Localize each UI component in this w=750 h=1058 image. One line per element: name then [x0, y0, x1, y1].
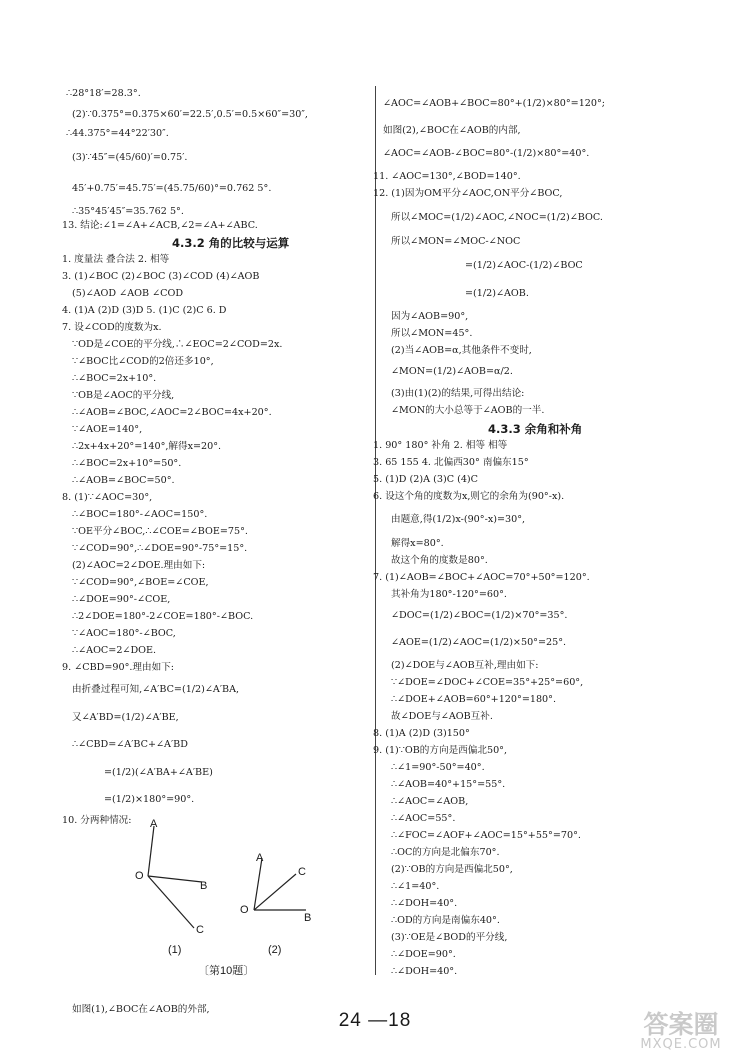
right-line: ∴∠DOE+∠AOB=60°+120°=180°.: [391, 694, 557, 705]
right-line: (2)∠DOE与∠AOB互补,理由如下:: [391, 660, 539, 671]
right-line: 解得x=80°.: [391, 538, 444, 549]
label-C2: C: [298, 866, 306, 878]
right-line: ∴∠FOC=∠AOF+∠AOC=15°+55°=70°.: [391, 830, 581, 841]
right-line: 4.3.3 余角和补角: [488, 422, 583, 436]
left-line: =(1/2)(∠A′BA+∠A′BE): [104, 767, 213, 778]
left-line: 又∠A′BD=(1/2)∠A′BE,: [72, 712, 179, 723]
right-line: 故这个角的度数是80°.: [391, 555, 488, 566]
ray-OB-1: [148, 876, 202, 882]
right-line: ∠MON=(1/2)∠AOB=α/2.: [391, 366, 513, 377]
left-line: ∴2∠DOE=180°-2∠COE=180°-∠BOC.: [72, 611, 254, 622]
left-line: (5)∠AOD ∠AOB ∠COD: [72, 288, 184, 299]
watermark-line2: MXQE.COM: [640, 1037, 722, 1052]
right-line: (3)由(1)(2)的结果,可得出结论:: [391, 388, 525, 399]
right-line: ∴∠DOE=90°.: [391, 949, 456, 960]
watermark-logo: [618, 1012, 744, 1058]
right-line: 3. 65 155 4. 北偏西30° 南偏东15°: [373, 457, 529, 468]
ray-OA-2: [254, 858, 262, 910]
left-line: ∵∠COD=90°,∴∠DOE=90°-75°=15°.: [72, 543, 248, 554]
right-line: ∴∠1=90°-50°=40°.: [391, 762, 485, 773]
left-line: ∴∠AOB=∠BOC,∠AOC=2∠BOC=4x+20°.: [72, 407, 272, 418]
right-line: 7. (1)∠AOB=∠BOC+∠AOC=70°+50°=120°.: [373, 572, 590, 583]
right-line: ∴OC的方向是北偏东70°.: [391, 847, 500, 858]
right-line: 所以∠MON=45°.: [391, 328, 473, 339]
left-line: 13. 结论:∠1=∠A+∠ACB,∠2=∠A+∠ABC.: [62, 220, 258, 231]
label-A1: A: [150, 818, 158, 830]
right-line: 由题意,得(1/2)x-(90°-x)=30°,: [391, 514, 526, 525]
right-line: 1. 90° 180° 补角 2. 相等 相等: [373, 440, 508, 451]
left-line: ∵∠BOC比∠COD的2倍还多10°,: [72, 356, 214, 367]
right-line: 8. (1)A (2)D (3)150°: [373, 728, 470, 739]
label-O2: O: [240, 904, 249, 916]
figure-title: 〔第10题〕: [198, 965, 255, 977]
left-line: 如图(1),∠BOC在∠AOB的外部,: [72, 1004, 210, 1015]
left-line: ∴28°18′=28.3°.: [66, 88, 141, 99]
right-line: 如图(2),∠BOC在∠AOB的内部,: [383, 125, 521, 136]
right-line: ∴∠DOH=40°.: [391, 898, 458, 909]
left-line: 4.3.2 角的比较与运算: [172, 236, 290, 250]
right-line: ∴∠1=40°.: [391, 881, 440, 892]
right-line: =(1/2)∠AOC-(1/2)∠BOC: [465, 260, 583, 271]
label-O1: O: [135, 870, 144, 882]
right-line: ∴∠AOC=55°.: [391, 813, 456, 824]
left-line: ∵OD是∠COE的平分线,∴∠EOC=2∠COD=2x.: [72, 339, 283, 350]
left-line: ∴∠AOC=2∠DOE.: [72, 645, 157, 656]
right-line: 所以∠MOC=(1/2)∠AOC,∠NOC=(1/2)∠BOC.: [391, 212, 603, 223]
right-line: 9. (1)∵OB的方向是西偏北50°,: [373, 745, 508, 756]
left-line: 3. (1)∠BOC (2)∠BOC (3)∠COD (4)∠AOB: [62, 271, 260, 282]
left-line: ∴44.375°=44°22′30″.: [66, 128, 169, 139]
right-line: 12. (1)因为OM平分∠AOC,ON平分∠BOC,: [373, 188, 563, 199]
right-line: 6. 设这个角的度数为x,则它的余角为(90°-x).: [373, 491, 565, 502]
left-line: 由折叠过程可知,∠A′BC=(1/2)∠A′BA,: [72, 684, 240, 695]
left-line: 10. 分两种情况:: [62, 815, 132, 826]
left-line: 45′+0.75′=45.75′=(45.75/60)°=0.762 5°.: [72, 183, 272, 194]
left-line: ∴∠BOC=2x+10°.: [72, 373, 157, 384]
left-line: ∵∠COD=90°,∠BOE=∠COE,: [72, 577, 209, 588]
ray-OA-1: [148, 826, 154, 876]
right-line: 5. (1)D (2)A (3)C (4)C: [373, 474, 479, 485]
right-line: ∴∠AOB=40°+15°=55°.: [391, 779, 506, 790]
left-line: 1. 度量法 叠合法 2. 相等: [62, 254, 170, 265]
left-line: 7. 设∠COD的度数为x.: [62, 322, 162, 333]
left-line: ∴2x+4x+20°=140°,解得x=20°.: [72, 441, 222, 452]
right-line: 因为∠AOB=90°,: [391, 311, 469, 322]
left-line: ∴∠BOC=2x+10°=50°.: [72, 458, 182, 469]
label-B2: B: [304, 912, 312, 924]
left-line: ∴∠CBD=∠A′BC+∠A′BD: [72, 739, 188, 750]
caption-1: (1): [168, 944, 182, 956]
right-line: ∠DOC=(1/2)∠BOC=(1/2)×70°=35°.: [391, 610, 568, 621]
left-line: =(1/2)×180°=90°.: [104, 794, 195, 805]
ray-OC-1: [148, 876, 194, 928]
right-line: ∴∠AOC=∠AOB,: [391, 796, 469, 807]
page-number: 24 —18: [338, 1010, 412, 1031]
left-line: ∴∠AOB=∠BOC=50°.: [72, 475, 175, 486]
left-line: ∴∠DOE=90°-∠COE,: [72, 594, 171, 605]
label-B1: B: [200, 880, 208, 892]
right-line: ∴OD的方向是南偏东40°.: [391, 915, 500, 926]
left-line: ∴35°45′45″=35.762 5°.: [72, 206, 184, 217]
left-line: 4. (1)A (2)D (3)D 5. (1)C (2)C 6. D: [62, 305, 227, 316]
right-line: ∠AOC=∠AOB-∠BOC=80°-(1/2)×80°=40°.: [383, 148, 590, 159]
right-line: ∴∠DOH=40°.: [391, 966, 458, 977]
right-line: ∵∠DOE=∠DOC+∠COE=35°+25°=60°,: [391, 677, 584, 688]
caption-2: (2): [268, 944, 282, 956]
right-line: 11. ∠AOC=130°,∠BOD=140°.: [373, 171, 521, 182]
figure-q10: [130, 818, 330, 996]
right-line: (3)∵OE是∠BOD的平分线,: [391, 932, 508, 943]
right-line: (2)当∠AOB=α,其他条件不变时,: [391, 345, 532, 356]
right-line: (2)∵OB的方向是西偏北50°,: [391, 864, 513, 875]
right-line: 其补角为180°-120°=60°.: [391, 589, 507, 600]
right-line: =(1/2)∠AOB.: [465, 288, 529, 299]
left-line: ∵OE平分∠BOC,∴∠COE=∠BOE=75°.: [72, 526, 248, 537]
column-divider: [375, 86, 376, 975]
left-line: ∵∠AOE=140°,: [72, 424, 143, 435]
left-line: (2)∠AOC=2∠DOE.理由如下:: [72, 560, 206, 571]
left-line: (3)∵45″=(45/60)′=0.75′.: [72, 152, 188, 163]
left-line: (2)∵0.375°=0.375×60′=22.5′,0.5′=0.5×60″=30″,: [72, 109, 308, 120]
right-line: ∠MON的大小总等于∠AOB的一半.: [391, 405, 545, 416]
ray-OC-2: [254, 874, 296, 910]
left-line: 9. ∠CBD=90°.理由如下:: [62, 662, 175, 673]
watermark-line1: 答案圈: [643, 1010, 719, 1039]
label-A2: A: [256, 852, 264, 864]
right-line: ∠AOE=(1/2)∠AOC=(1/2)×50°=25°.: [391, 637, 567, 648]
left-line: ∵OB是∠AOC的平分线,: [72, 390, 175, 401]
left-line: ∴∠BOC=180°-∠AOC=150°.: [72, 509, 208, 520]
right-line: 所以∠MON=∠MOC-∠NOC: [391, 236, 521, 247]
right-line: ∠AOC=∠AOB+∠BOC=80°+(1/2)×80°=120°;: [383, 98, 606, 109]
left-line: 8. (1)∵∠AOC=30°,: [62, 492, 153, 503]
left-line: ∵∠AOC=180°-∠BOC,: [72, 628, 176, 639]
label-C1: C: [196, 924, 204, 936]
right-line: 故∠DOE与∠AOB互补.: [391, 711, 493, 722]
